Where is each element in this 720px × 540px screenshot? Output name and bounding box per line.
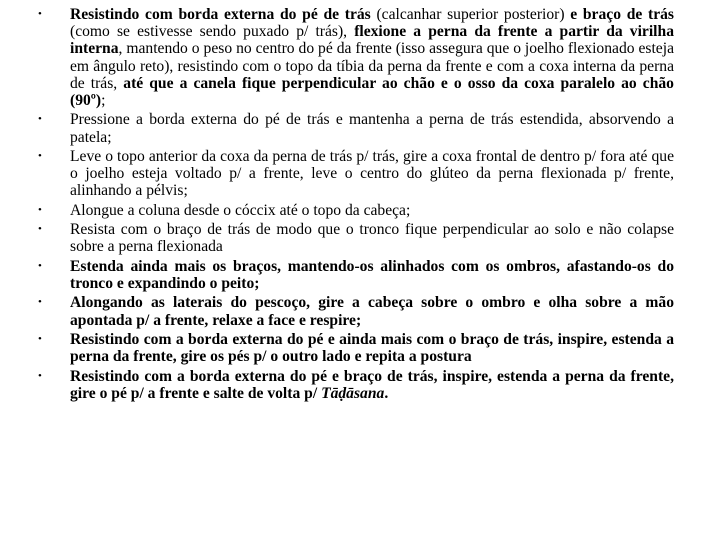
list-item [38, 148, 674, 200]
list-item [38, 111, 674, 145]
bullet-icon: • [38, 8, 42, 20]
bullet-icon: • [38, 259, 42, 272]
bullet-icon: • [38, 369, 42, 382]
emphasized-text-segment: Tāḍāsana [321, 384, 385, 402]
text-segment: (calcanhar superior posterior) [370, 6, 571, 23]
emphasized-text-segment: Resistindo com a borda externa do pé e ainda mais com o braço de trás, inspire, estenda a perna da frente, gire os pés p/ o outro lado e repita a postura [70, 330, 674, 366]
list-item [38, 221, 674, 255]
emphasized-text-segment: . [384, 384, 389, 402]
bullet-list [38, 6, 674, 404]
emphasized-text-segment: e braço de trás [570, 6, 674, 23]
text-segment: Leve o topo anterior da coxa da perna de trás p/ trás, gire a coxa frontal de dentro p/ fora até que o joelho esteja voltado p/ a frente, leve o centro do glúteo da perna flexionada p/ frente, alinhando a pélvis; [70, 148, 674, 200]
bullet-icon: • [38, 332, 42, 345]
list-item-text [70, 221, 674, 255]
list-item [38, 6, 674, 109]
list-item-text [70, 6, 674, 109]
list-item [38, 331, 674, 365]
text-segment: (como se estivesse sendo puxado p/ trás), [70, 23, 355, 41]
emphasized-text-segment: até que a canela fique perpendicular ao chão e o osso da coxa paralelo ao chão (90º) [70, 74, 674, 110]
bullet-icon: • [38, 113, 42, 126]
bullet-icon: • [38, 296, 42, 309]
emphasized-text-segment: flexione a perna da frente a partir da virilha interna [70, 23, 674, 58]
list-item-text [70, 111, 674, 145]
list-item-text [70, 368, 674, 402]
text-segment: Alongue a coluna desde o cóccix até o topo da cabeça; [70, 201, 411, 219]
bullet-icon: • [38, 150, 42, 162]
list-item-text [70, 148, 674, 200]
emphasized-text-segment: Estenda ainda mais os braços, mantendo-os alinhados com os ombros, afastando-os do tronco e expandindo o peito; [70, 257, 674, 292]
emphasized-text-segment: Resistindo com a borda externa do pé e braço de trás, inspire, estenda a perna da frente, gire o pé p/ a frente e salte de volta p/ [70, 367, 674, 402]
list-item-text [70, 331, 674, 365]
list-item-text [70, 258, 674, 292]
emphasized-text-segment: Resistindo com borda externa do pé de trás [70, 6, 371, 23]
list-item-text [70, 202, 674, 219]
list-item [38, 294, 674, 328]
bullet-icon: • [38, 203, 42, 216]
bullet-icon: • [38, 223, 42, 236]
text-segment: Resista com o braço de trás de modo que o tronco fique perpendicular ao solo e não colapse sobre a perna flexionada [70, 221, 674, 256]
list-item [38, 368, 674, 402]
text-segment: ; [101, 92, 106, 110]
list-item [38, 258, 674, 292]
text-segment: Pressione a borda externa do pé de trás e mantenha a perna de trás estendida, absorvendo a patela; [70, 111, 674, 146]
emphasized-text-segment: Alongando as laterais do pescoço, gire a cabeça sobre o ombro e olha sobre a mão apontada p/ a frente, relaxe a face e respire; [70, 294, 674, 329]
text-segment: , mantendo o peso no centro do pé da frente (isso assegura que o joelho flexionado esteja em ângulo reto), resistindo com o topo da tíbia da perna da frente e com a coxa interna da perna de trás, [70, 40, 674, 92]
list-item [38, 202, 674, 219]
list-item-text [70, 294, 674, 328]
